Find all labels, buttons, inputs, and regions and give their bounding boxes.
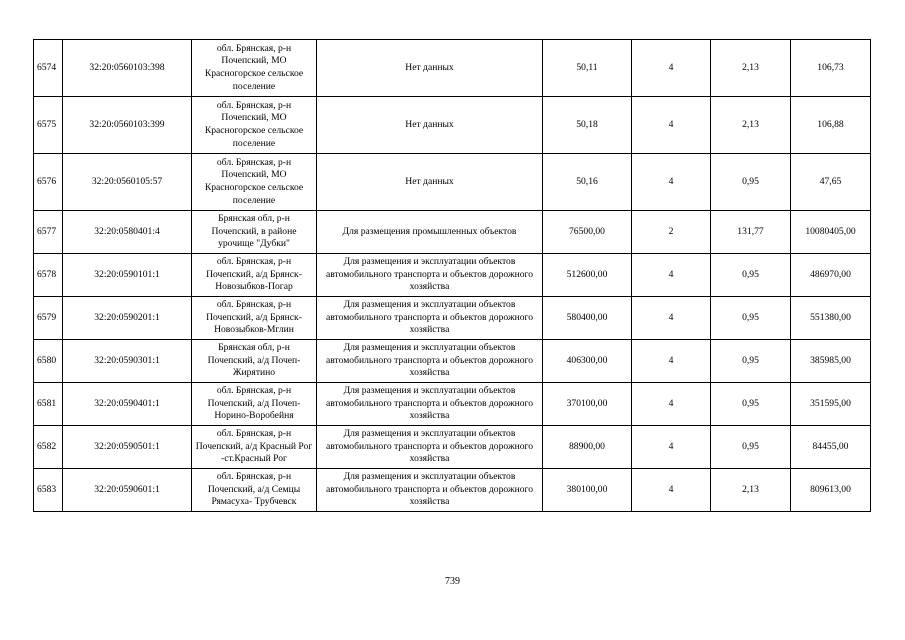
cadastral-number-cell: 32:20:0590501:1 [63,426,192,469]
cadastral-value-cell: 809613,00 [791,469,871,512]
rate-cell: 0,95 [711,383,791,426]
purpose-cell: Нет данных [317,40,543,97]
purpose-cell: Для размещения промышленных объектов [317,211,543,254]
purpose-cell: Для размещения и эксплуатации объектов автомобильного транспорта и объектов дорожного хозяйства [317,383,543,426]
rate-cell: 0,95 [711,154,791,211]
table-row [34,97,871,154]
group-cell: 4 [632,154,711,211]
rate-cell: 0,95 [711,297,791,340]
rate-cell: 2,13 [711,40,791,97]
table-row [34,254,871,297]
rate-cell: 2,13 [711,469,791,512]
cadastral-number-cell: 32:20:0590101:1 [63,254,192,297]
row-number-cell: 6578 [34,254,63,297]
table-row [34,297,871,340]
row-number-cell: 6574 [34,40,63,97]
cadastral-value-cell: 551380,00 [791,297,871,340]
cadastral-value-cell: 10080405,00 [791,211,871,254]
area-cell: 50,16 [543,154,632,211]
cadastral-number-cell: 32:20:0560103:399 [63,97,192,154]
table-row [34,154,871,211]
row-number-cell: 6580 [34,340,63,383]
address-cell: обл. Брянская, р-н Почепский, МО Красногорское сельское поселение [192,154,317,211]
rate-cell: 0,95 [711,254,791,297]
purpose-cell: Для размещения и эксплуатации объектов автомобильного транспорта и объектов дорожного хозяйства [317,297,543,340]
table-row [34,211,871,254]
cadastral-value-cell: 351595,00 [791,383,871,426]
row-number-cell: 6579 [34,297,63,340]
area-cell: 380100,00 [543,469,632,512]
cadastral-number-cell: 32:20:0590401:1 [63,383,192,426]
purpose-cell: Для размещения и эксплуатации объектов автомобильного транспорта и объектов дорожного хозяйства [317,254,543,297]
cadastral-value-cell: 486970,00 [791,254,871,297]
purpose-cell: Для размещения и эксплуатации объектов автомобильного транспорта и объектов дорожного хозяйства [317,340,543,383]
address-cell: Брянская обл, р-н Почепский, в районе урочище "Дубки" [192,211,317,254]
area-cell: 406300,00 [543,340,632,383]
cadastral-value-cell: 385985,00 [791,340,871,383]
address-cell: обл. Брянская, р-н Почепский, а/д Красный Рог -ст.Красный Рог [192,426,317,469]
table-body [34,40,871,512]
group-cell: 2 [632,211,711,254]
table-row [34,469,871,512]
cadastral-value-cell: 106,88 [791,97,871,154]
land-plots-table [33,39,871,512]
area-cell: 580400,00 [543,297,632,340]
address-cell: обл. Брянская, р-н Почепский, МО Красногорское сельское поселение [192,40,317,97]
table-row [34,40,871,97]
row-number-cell: 6577 [34,211,63,254]
address-cell: обл. Брянская, р-н Почепский, а/д Почеп-Норино-Воробейня [192,383,317,426]
address-cell: обл. Брянская, р-н Почепский, а/д Брянск-Новозыбков-Погар [192,254,317,297]
area-cell: 88900,00 [543,426,632,469]
table-row [34,383,871,426]
address-cell: обл. Брянская, р-н Почепский, а/д Семцы Рямасуха- Трубчевск [192,469,317,512]
rate-cell: 0,95 [711,426,791,469]
cadastral-value-cell: 47,65 [791,154,871,211]
area-cell: 50,18 [543,97,632,154]
cadastral-number-cell: 32:20:0560103:398 [63,40,192,97]
area-cell: 370100,00 [543,383,632,426]
rate-cell: 2,13 [711,97,791,154]
table-row [34,340,871,383]
group-cell: 4 [632,40,711,97]
group-cell: 4 [632,383,711,426]
group-cell: 4 [632,254,711,297]
address-cell: обл. Брянская, р-н Почепский, МО Красногорское сельское поселение [192,97,317,154]
cadastral-number-cell: 32:20:0590201:1 [63,297,192,340]
purpose-cell: Для размещения и эксплуатации объектов автомобильного транспорта и объектов дорожного хозяйства [317,469,543,512]
address-cell: Брянская обл, р-н Почепский, а/д Почеп-Жирятино [192,340,317,383]
cadastral-value-cell: 106,73 [791,40,871,97]
address-cell: обл. Брянская, р-н Почепский, а/д Брянск-Новозыбков-Мглин [192,297,317,340]
page-number: 739 [445,576,460,587]
row-number-cell: 6583 [34,469,63,512]
group-cell: 4 [632,469,711,512]
row-number-cell: 6575 [34,97,63,154]
row-number-cell: 6581 [34,383,63,426]
row-number-cell: 6576 [34,154,63,211]
cadastral-number-cell: 32:20:0580401:4 [63,211,192,254]
rate-cell: 131,77 [711,211,791,254]
rate-cell: 0,95 [711,340,791,383]
purpose-cell: Нет данных [317,97,543,154]
purpose-cell: Нет данных [317,154,543,211]
row-number-cell: 6582 [34,426,63,469]
group-cell: 4 [632,340,711,383]
cadastral-number-cell: 32:20:0560105:57 [63,154,192,211]
cadastral-number-cell: 32:20:0590601:1 [63,469,192,512]
purpose-cell: Для размещения и эксплуатации объектов автомобильного транспорта и объектов дорожного хозяйства [317,426,543,469]
cadastral-number-cell: 32:20:0590301:1 [63,340,192,383]
cadastral-value-cell: 84455,00 [791,426,871,469]
group-cell: 4 [632,297,711,340]
area-cell: 512600,00 [543,254,632,297]
group-cell: 4 [632,97,711,154]
area-cell: 76500,00 [543,211,632,254]
table-row [34,426,871,469]
group-cell: 4 [632,426,711,469]
area-cell: 50,11 [543,40,632,97]
